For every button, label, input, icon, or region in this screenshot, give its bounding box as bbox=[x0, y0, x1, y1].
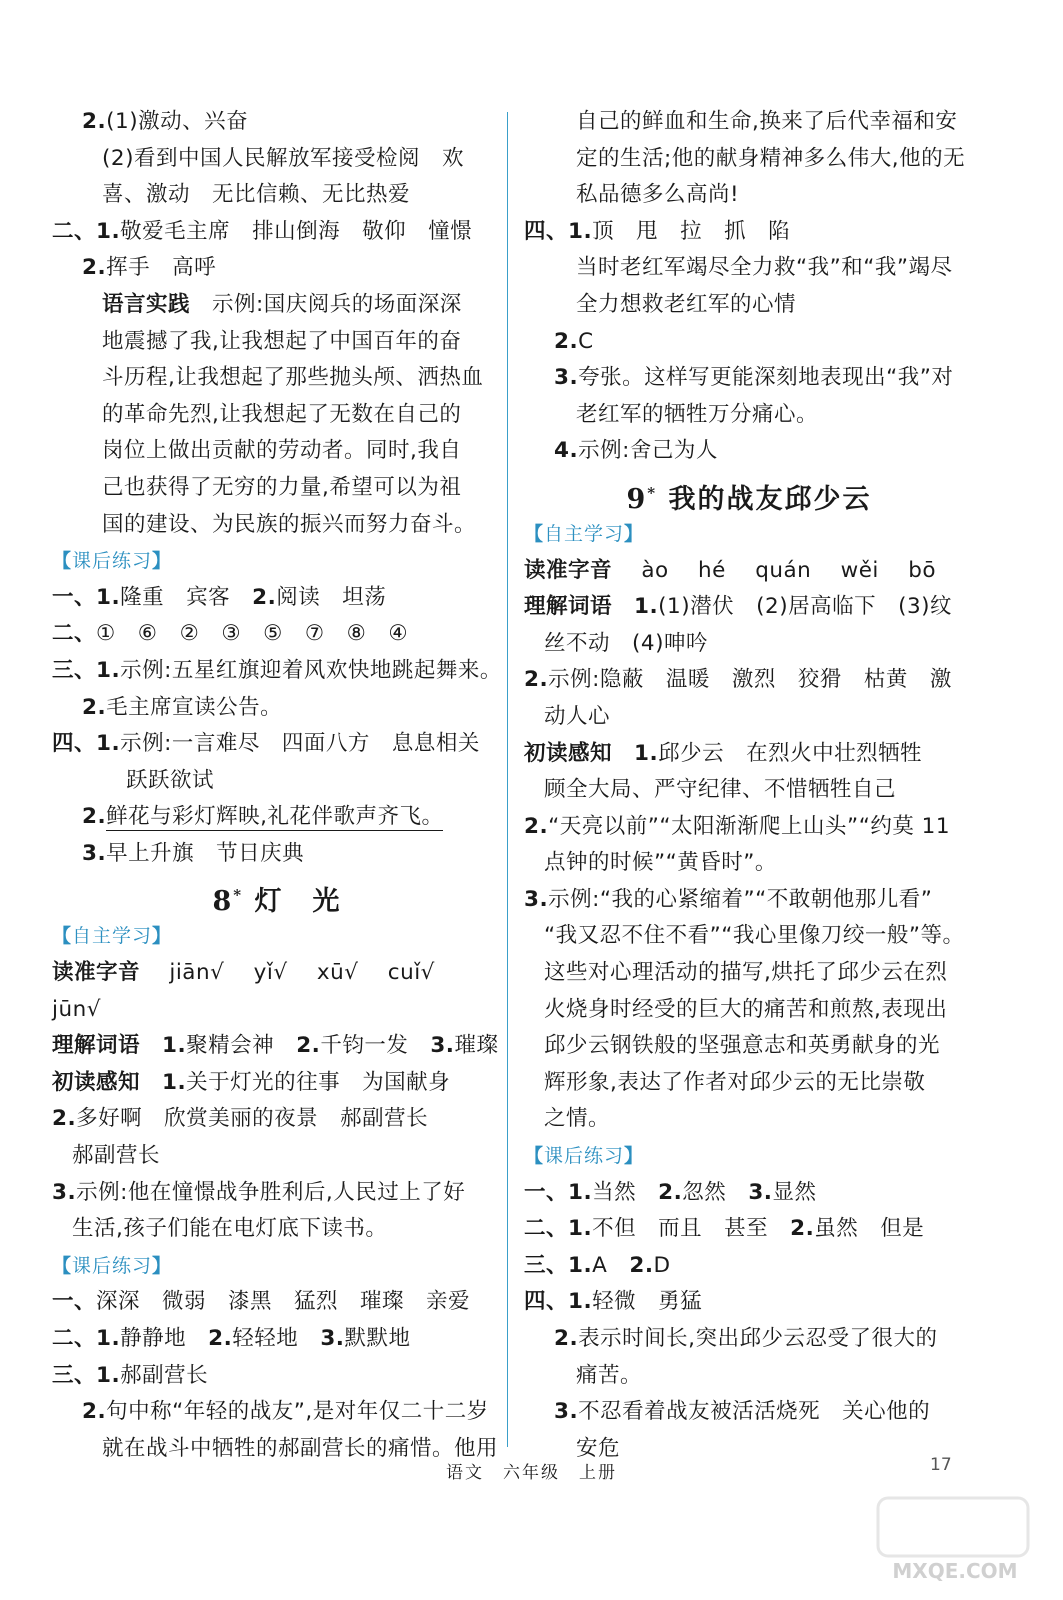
answer-text: 跃跃欲试 bbox=[126, 767, 215, 793]
answer-label: 四、1. bbox=[52, 731, 121, 757]
answer-text: 安危 bbox=[576, 1435, 621, 1461]
answer-text: 璀璨 bbox=[454, 1033, 499, 1059]
answer-text: 郝副营长 bbox=[120, 1362, 209, 1388]
answer-text: 不但 而且 甚至 bbox=[592, 1216, 791, 1242]
answer-text: 阅读 坦荡 bbox=[276, 584, 387, 610]
answer-line bbox=[52, 287, 502, 324]
answer-line bbox=[524, 1028, 974, 1065]
answer-line bbox=[524, 1065, 974, 1102]
answer-label: 4. bbox=[554, 438, 579, 464]
answer-label: 2. bbox=[790, 1216, 815, 1242]
section-header-text: 自主学习 bbox=[72, 925, 153, 948]
answer-text: 自己的鲜血和生命,换来了后代幸福和安 bbox=[576, 109, 958, 134]
answer-label: 3. bbox=[52, 1179, 77, 1205]
answer-line bbox=[524, 214, 974, 251]
answer-text: 喜、激动 无比信赖、无比热爱 bbox=[102, 182, 411, 208]
answer-line bbox=[52, 507, 502, 544]
watermark-logo bbox=[870, 1488, 1040, 1588]
answer-text: 示例:他在憧憬战争胜利后,人民过上了好 bbox=[76, 1179, 466, 1205]
answer-text: 示例:国庆阅兵的场面深深 bbox=[190, 291, 462, 317]
answer-text: ào hé quán wěi bō bbox=[612, 557, 937, 583]
answer-text: 夸张。这样写更能深刻地表现出“我”对 bbox=[578, 365, 954, 391]
answer-text: 示例:舍己为人 bbox=[578, 438, 718, 464]
answer-label: 初读感知 bbox=[52, 1069, 141, 1095]
lesson-name: 灯 光 bbox=[243, 886, 342, 918]
section-header bbox=[52, 1248, 502, 1285]
answer-label: 1. bbox=[634, 594, 659, 620]
answer-line bbox=[524, 141, 974, 178]
answer-line bbox=[52, 397, 502, 434]
bracket-close: 】 bbox=[624, 522, 645, 545]
answer-text: 当时老红军竭尽全力救“我”和“我”竭尽 bbox=[576, 255, 953, 281]
lesson-number: 8 bbox=[212, 886, 234, 918]
answer-label: 3. bbox=[82, 840, 107, 866]
answer-label: 读准字音 bbox=[52, 960, 141, 986]
answer-label: 2. bbox=[82, 694, 107, 720]
answer-label: 二、1. bbox=[52, 218, 121, 244]
answer-line bbox=[52, 470, 502, 507]
answer-label: 2. bbox=[82, 804, 107, 830]
answer-line bbox=[524, 177, 974, 214]
answer-label: 三、1. bbox=[52, 657, 121, 683]
answer-line bbox=[524, 809, 974, 846]
answer-line bbox=[52, 653, 502, 690]
answer-label: 3. bbox=[430, 1033, 455, 1059]
answer-text: 地震撼了我,让我想起了中国百年的奋 bbox=[102, 328, 462, 354]
section-header bbox=[52, 543, 502, 580]
answer-text: A bbox=[592, 1252, 630, 1278]
answer-text: 示例:“我的心紧缩着”“不敢朝他那儿看” bbox=[548, 886, 933, 912]
bracket-open: 【 bbox=[524, 522, 545, 545]
section-header-text: 课后练习 bbox=[544, 1145, 625, 1168]
answer-line bbox=[52, 1394, 502, 1431]
answer-label: 3. bbox=[748, 1179, 773, 1205]
answer-text: 就在战斗中牺牲的郝副营长的痛惜。他用 bbox=[102, 1435, 499, 1461]
watermark-text: MXQE.COM bbox=[892, 1559, 1018, 1583]
answer-line bbox=[524, 250, 974, 287]
answer-line bbox=[52, 763, 502, 800]
answer-label: 三、1. bbox=[52, 1362, 121, 1388]
answer-line bbox=[52, 580, 502, 617]
answer-line bbox=[52, 836, 502, 873]
answer-text: D bbox=[653, 1252, 671, 1278]
answer-text: 表示时间长,突出邱少云忍受了很大的 bbox=[578, 1326, 938, 1351]
answer-line bbox=[524, 1321, 974, 1358]
bracket-open: 【 bbox=[52, 550, 73, 573]
answer-text: 句中称“年轻的战友”,是对年仅二十二岁 bbox=[106, 1399, 489, 1425]
answer-label: 3. bbox=[554, 365, 579, 391]
answer-text: 丝不动 (4)呻吟 bbox=[544, 630, 708, 656]
answer-text: C bbox=[578, 328, 594, 354]
answer-line bbox=[52, 1358, 502, 1395]
answer-line bbox=[524, 360, 974, 397]
answer-line bbox=[524, 1211, 974, 1248]
answer-text: 示例:一言难尽 四面八方 息息相关 bbox=[120, 731, 480, 757]
answer-text: 虽然 但是 bbox=[814, 1216, 925, 1242]
answer-line bbox=[524, 553, 974, 590]
answer-text: 辉形象,表达了作者对邱少云的无比崇敬 bbox=[544, 1069, 926, 1095]
answer-line bbox=[52, 1211, 502, 1248]
answer-text: 当然 bbox=[592, 1179, 659, 1205]
answer-label: 2. bbox=[252, 584, 277, 610]
answer-text: 点钟的时候”“黄昏时”。 bbox=[544, 850, 777, 876]
answer-line bbox=[524, 918, 974, 955]
answer-text: 邱少云 在烈火中壮烈牺牲 bbox=[658, 740, 923, 766]
answer-label: 四、1. bbox=[524, 218, 593, 244]
answer-text: 顶 甩 拉 抓 陷 bbox=[592, 218, 791, 244]
answer-label: 1. bbox=[162, 1033, 187, 1059]
answer-text: 老红军的牺牲万分痛心。 bbox=[576, 401, 819, 427]
answer-label: 2. bbox=[554, 328, 579, 354]
lesson-mark: * bbox=[647, 483, 658, 502]
answer-line bbox=[52, 104, 502, 141]
answer-label: 四、1. bbox=[524, 1289, 593, 1315]
answer-text: 忽然 bbox=[682, 1179, 749, 1205]
answer-label: 3. bbox=[554, 1399, 579, 1425]
answer-text bbox=[612, 741, 634, 766]
answer-text: 轻微 勇猛 bbox=[592, 1289, 703, 1315]
answer-text: 不忍看着战友被活活烧死 关心他的 bbox=[578, 1399, 931, 1425]
answer-text: “天亮以前”“太阳渐渐爬上山头”“约莫 11 bbox=[548, 813, 951, 839]
answer-text: 的革命先烈,让我想起了无数在自己的 bbox=[102, 401, 462, 427]
answer-line bbox=[52, 141, 502, 178]
answer-text: 关于灯光的往事 为国献身 bbox=[186, 1069, 451, 1095]
page-footer: 语文 六年级 上册 bbox=[446, 1463, 617, 1483]
answer-line bbox=[524, 1101, 974, 1138]
answer-text: 早上升旗 节日庆典 bbox=[106, 840, 305, 866]
answer-label: 1. bbox=[634, 740, 659, 766]
answer-line bbox=[52, 324, 502, 361]
answer-label: 一、1. bbox=[52, 584, 121, 610]
answer-line bbox=[52, 360, 502, 397]
answer-label: 3. bbox=[524, 886, 549, 912]
answer-line bbox=[524, 397, 974, 434]
bracket-open: 【 bbox=[524, 1145, 545, 1168]
answer-label: 二、 bbox=[52, 621, 97, 647]
lesson-mark: * bbox=[233, 886, 244, 905]
bracket-close: 】 bbox=[624, 1145, 645, 1168]
answer-text: 私品德多么高尚! bbox=[576, 182, 740, 208]
answer-label: 读准字音 bbox=[524, 557, 613, 583]
answer-label: 初读感知 bbox=[524, 740, 613, 766]
left-column bbox=[52, 104, 502, 1467]
answer-text: 痛苦。 bbox=[576, 1362, 643, 1388]
answer-line bbox=[524, 104, 974, 141]
answer-text: 之情。 bbox=[544, 1106, 611, 1132]
answer-text: 生活,孩子们能在电灯底下读书。 bbox=[72, 1216, 388, 1242]
lesson-title bbox=[524, 470, 974, 516]
answer-line bbox=[524, 736, 974, 773]
answer-text: 敬爱毛主席 排山倒海 敬仰 憧憬 bbox=[120, 218, 473, 244]
answer-text: (2)看到中国人民解放军接受检阅 欢 bbox=[102, 145, 464, 171]
answer-label: 1. bbox=[162, 1069, 187, 1095]
answer-line bbox=[52, 690, 502, 727]
answer-text: 郝副营长 bbox=[72, 1143, 161, 1169]
answer-text: 千钧一发 bbox=[320, 1033, 431, 1059]
answer-text: 定的生活;他的献身精神多么伟大,他的无 bbox=[576, 145, 966, 171]
answer-text bbox=[140, 1033, 162, 1058]
answer-line bbox=[524, 324, 974, 361]
lesson-number: 9 bbox=[626, 483, 648, 515]
answer-text: 聚精会神 bbox=[186, 1033, 297, 1059]
answer-line bbox=[524, 882, 974, 919]
answer-text bbox=[612, 594, 634, 619]
answer-label: 2. bbox=[82, 255, 107, 281]
answer-text: jiān√ yǐ√ xū√ cuǐ√ bbox=[140, 960, 435, 986]
right-column bbox=[524, 104, 974, 1467]
answer-line bbox=[524, 699, 974, 736]
section-header-text: 课后练习 bbox=[72, 1254, 153, 1277]
answer-line bbox=[524, 1358, 974, 1395]
answer-line bbox=[52, 992, 502, 1029]
answer-label: 二、1. bbox=[524, 1216, 593, 1242]
answer-line bbox=[524, 772, 974, 809]
section-header bbox=[524, 1138, 974, 1175]
answer-label: 二、1. bbox=[52, 1326, 121, 1351]
answer-text: ① ⑥ ② ③ ⑤ ⑦ ⑧ ④ bbox=[96, 621, 409, 647]
answer-text: 静静地 bbox=[120, 1326, 209, 1351]
answer-line bbox=[524, 1248, 974, 1285]
answer-line bbox=[52, 250, 502, 287]
answer-line bbox=[52, 1065, 502, 1102]
bracket-close: 】 bbox=[152, 925, 173, 948]
section-header bbox=[52, 918, 502, 955]
answer-text: 深深 微弱 漆黑 猛烈 璀璨 亲爱 bbox=[96, 1289, 471, 1315]
answer-line bbox=[52, 1175, 502, 1212]
answer-line bbox=[524, 992, 974, 1029]
answer-label: 理解词语 bbox=[524, 594, 613, 620]
answer-text: 挥手 高呼 bbox=[106, 255, 217, 281]
answer-label: 2. bbox=[208, 1326, 233, 1351]
answer-label: 语言实践 bbox=[102, 291, 191, 317]
answer-label: 一、 bbox=[52, 1289, 97, 1315]
bracket-open: 【 bbox=[52, 1254, 73, 1277]
bracket-close: 】 bbox=[152, 550, 173, 573]
answer-text: “我又忍不住不看”“我心里像刀绞一般”等。 bbox=[544, 923, 965, 949]
answer-text: 显然 bbox=[772, 1179, 817, 1205]
answer-line bbox=[52, 1101, 502, 1138]
answer-line bbox=[52, 433, 502, 470]
answer-text: (1)潜伏 (2)居高临下 (3)纹 bbox=[658, 594, 953, 620]
page-number: 17 bbox=[930, 1455, 952, 1475]
answer-text: 鲜花与彩灯辉映,礼花伴歌声齐飞。 bbox=[106, 804, 444, 830]
answer-text: 己也获得了无穷的力量,希望可以为祖 bbox=[102, 474, 462, 500]
answer-text: 动人心 bbox=[544, 703, 611, 729]
answer-line bbox=[524, 1175, 974, 1212]
bracket-open: 【 bbox=[52, 925, 73, 948]
answer-text: 顾全大局、严守纪律、不惜牺牲自己 bbox=[544, 777, 897, 803]
answer-label: 3. bbox=[320, 1326, 345, 1351]
answer-line bbox=[524, 662, 974, 699]
answer-text: 岗位上做出贡献的劳动者。同时,我自 bbox=[102, 438, 462, 464]
answer-line bbox=[52, 616, 502, 653]
answer-text: 这些对心理活动的描写,烘托了邱少云在烈 bbox=[544, 960, 948, 986]
answer-line bbox=[524, 589, 974, 626]
answer-text: 示例:五星红旗迎着风欢快地跳起舞来。 bbox=[120, 657, 502, 683]
answer-line bbox=[52, 1321, 502, 1358]
answer-label: 2. bbox=[658, 1179, 683, 1205]
answer-text: 斗历程,让我想起了那些抛头颅、洒热血 bbox=[102, 365, 484, 391]
answer-line bbox=[524, 1394, 974, 1431]
lesson-title bbox=[52, 872, 502, 918]
answer-line bbox=[524, 1284, 974, 1321]
lesson-name: 我的战友邱少云 bbox=[657, 483, 872, 515]
answer-text: 默默地 bbox=[344, 1326, 411, 1351]
answer-line bbox=[524, 626, 974, 663]
answer-label: 2. bbox=[82, 1399, 107, 1425]
answer-line bbox=[52, 1028, 502, 1065]
answer-text: jūn√ bbox=[52, 996, 101, 1022]
answer-label: 三、1. bbox=[524, 1252, 593, 1278]
answer-text: 火烧身时经受的巨大的痛苦和煎熬,表现出 bbox=[544, 996, 948, 1022]
answer-line bbox=[52, 955, 502, 992]
answer-line bbox=[524, 955, 974, 992]
answer-label: 2. bbox=[52, 1106, 77, 1132]
answer-text: 毛主席宣读公告。 bbox=[106, 694, 283, 720]
section-header-text: 自主学习 bbox=[544, 522, 625, 545]
answer-text: 轻轻地 bbox=[232, 1326, 321, 1351]
answer-text: 示例:隐蔽 温暖 激烈 狡猾 枯黄 激 bbox=[548, 667, 952, 693]
answer-line bbox=[524, 287, 974, 324]
bracket-close: 】 bbox=[152, 1254, 173, 1277]
answer-line bbox=[524, 433, 974, 470]
column-divider bbox=[507, 112, 508, 1447]
answer-label: 2. bbox=[82, 109, 107, 134]
answer-label: 2. bbox=[524, 813, 549, 839]
answer-line bbox=[52, 1138, 502, 1175]
answer-label: 理解词语 bbox=[52, 1033, 141, 1059]
answer-label: 2. bbox=[524, 667, 549, 693]
answer-line bbox=[52, 214, 502, 251]
answer-text: 隆重 宾客 bbox=[120, 584, 253, 610]
answer-label: 2. bbox=[554, 1326, 579, 1351]
answer-line bbox=[52, 726, 502, 763]
answer-label: 2. bbox=[296, 1033, 321, 1059]
answer-label: 一、1. bbox=[524, 1179, 593, 1205]
answer-text: (1)激动、兴奋 bbox=[106, 109, 249, 134]
section-header bbox=[524, 516, 974, 553]
answer-line bbox=[524, 845, 974, 882]
answer-line bbox=[52, 177, 502, 214]
answer-text: 多好啊 欣赏美丽的夜景 郝副营长 bbox=[76, 1106, 429, 1132]
answer-text: 全力想救老红军的心情 bbox=[576, 291, 797, 317]
answer-text: 邱少云钢铁般的坚强意志和英勇献身的光 bbox=[544, 1033, 941, 1059]
answer-label: 2. bbox=[629, 1252, 654, 1278]
answer-text bbox=[140, 1070, 162, 1095]
answer-text: 国的建设、为民族的振兴而努力奋斗。 bbox=[102, 511, 477, 537]
section-header-text: 课后练习 bbox=[72, 550, 153, 573]
answer-line bbox=[52, 799, 502, 836]
answer-line bbox=[52, 1284, 502, 1321]
